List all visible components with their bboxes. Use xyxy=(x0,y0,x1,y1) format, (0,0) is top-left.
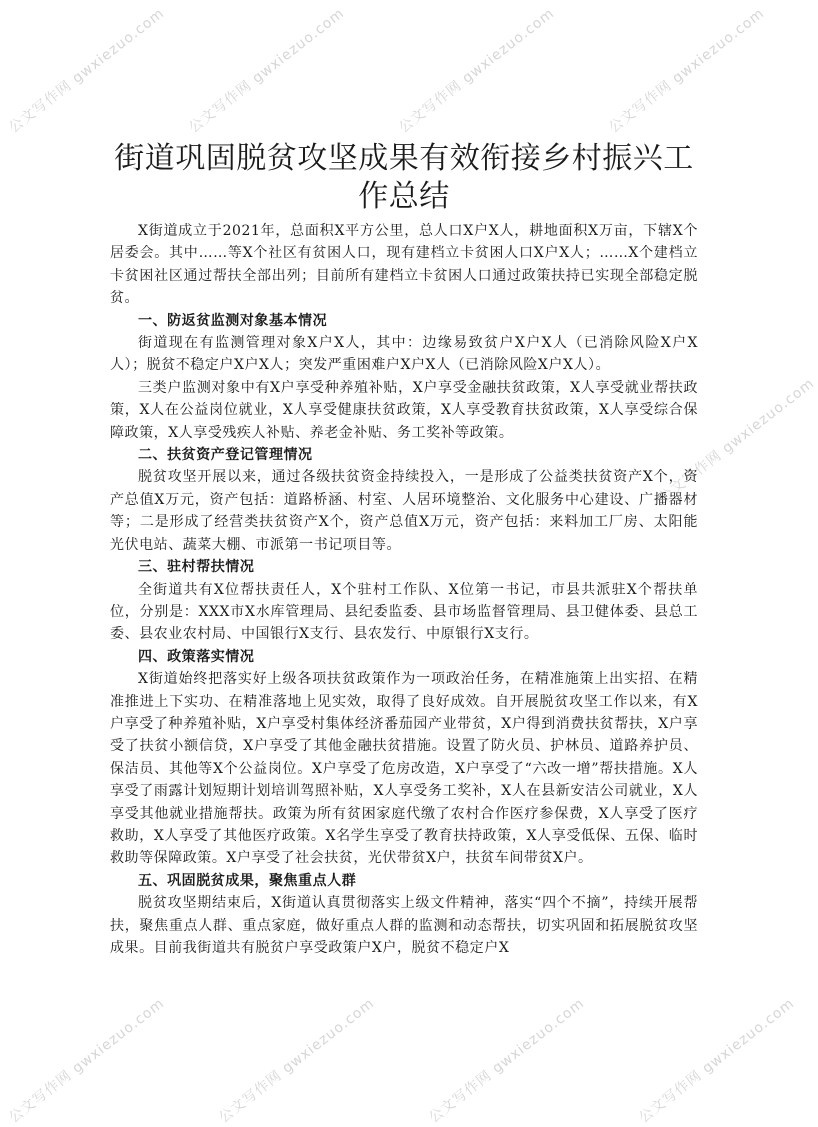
section-paragraph: 脱贫攻坚开展以来，通过各级扶贫资金持续投入，一是形成了公益类扶贫资产X个，资产总值X万元，资产包括：道路桥涵、村室、人居环境整治、文化服务中心建设、广播器材等；二是形成了经营类扶贫资产X个，资产总值X万元，资产包括：来料加工厂房、太阳能光伏电站、蔬菜大棚、市派第一书记项目等。 xyxy=(110,469,698,553)
document-title: 街道巩固脱贫攻坚成果有效衔接乡村振兴工作总结 xyxy=(114,141,694,214)
section-paragraph: 三类户监测对象中有X户享受种养殖补贴，X户享受金融扶贫政策，X人享受就业帮扶政策，X人在公益岗位就业，X人享受健康扶贫政策，X人享受教育扶贫政策，X人享受综合保障政策，X人享受残疾人补贴、养老金补贴、务工奖补等政策。 xyxy=(110,379,698,441)
section-heading: 三、驻村帮扶情况 xyxy=(138,559,255,576)
watermark-text: 公文写作网 gwxiezuo.com xyxy=(216,995,378,1127)
section-heading: 五、巩固脱贫成果，聚焦重点人群 xyxy=(138,872,357,889)
section-paragraph: 脱贫攻坚期结束后，X街道认真贯彻落实上级文件精神，落实“四个不摘”，持续开展帮扶，聚焦重点人群、重点家庭，做好重点人群的监测和动态帮扶，切实巩固和拓展脱贫攻坚成果。目前我街道共有脱贫户享受政策户X户，脱贫不稳定户X xyxy=(110,895,698,956)
section-heading: 一、防返贫监测对象基本情况 xyxy=(138,312,328,329)
watermark-text: 公文写作网 gwxiezuo.com xyxy=(6,5,168,137)
watermark-text: 公文写作网 gwxiezuo.com xyxy=(636,995,798,1127)
watermark-text: 公文写作网 gwxiezuo.com xyxy=(656,375,818,507)
section-paragraph: 全街道共有X位帮扶责任人，X个驻村工作队、X位第一书记，市县共派驻X个帮扶单位，分别是：XXX市X水库管理局、县纪委监委、县市场监督管理局、县卫健体委、县总工委、县农业农村局、中国银行X支行、县农发行、中原银行X支行。 xyxy=(110,581,698,643)
intro-paragraph: X街道成立于2021年，总面积X平方公里，总人口X户X人，耕地面积X万亩，下辖X个居委会。其中……等X个社区有贫困人口，现有建档立卡贫困人口X户X人；……X个建档立卡贫困社区通过帮扶全部出列；目前所有建档立卡贫困人口通过政策扶持已实现全部稳定脱贫。 xyxy=(110,223,698,307)
section-paragraph: 街道现在有监测管理对象X户X人，其中：边缘易致贫户X户X人（已消除风险X户X人）；脱贫不稳定户X户X人；突发严重困难户X户X人（已消除风险X户X人）。 xyxy=(110,335,698,374)
section-heading: 二、扶贫资产登记管理情况 xyxy=(138,447,313,464)
watermark-text: 公文写作网 gwxiezuo.com xyxy=(6,995,168,1127)
section-paragraph: X街道始终把落实好上级各项扶贫政策作为一项政治任务，在精准施策上出实招、在精准推进上下实功、在精准落地上见实效，取得了良好成效。自开展脱贫攻坚工作以来，有X户享受了种养殖补贴，X户享受村集体经济番茄园产业带贫，X户得到消费扶贫帮扶，X户享受了扶贫小额信贷，X户享受了其他金融扶贫措施。设置了防火员、护林员、道路养护员、保洁员、其他等X个公益岗位。X户享受了危房改造，X户享受了“六改一增”帮扶措施。X人享受了雨露计划短期计划培训驾照补贴，X人享受务工奖补，X人在县新安洁公司就业，X人享受其他就业措施帮扶。政策为所有贫困家庭代缴了农村合作医疗参保费，X人享受了医疗救助，X人享受了其他医疗政策。X名学生享受了教育扶持政策，X人享受低保、五保、临时救助等保障政策。X户享受了社会扶贫，光伏带贫X户，扶贫车间带贫X户。 xyxy=(110,671,698,867)
section-heading: 四、政策落实情况 xyxy=(138,648,255,665)
document-page xyxy=(110,140,698,959)
watermark-text: 公文写作网 gwxiezuo.com xyxy=(606,5,768,137)
watermark-text: 公文写作网 gwxiezuo.com xyxy=(396,5,558,137)
watermark-text: 公文写作网 gwxiezuo.com xyxy=(426,995,588,1127)
watermark-text: 公文写作网 gwxiezuo.com xyxy=(186,5,348,137)
